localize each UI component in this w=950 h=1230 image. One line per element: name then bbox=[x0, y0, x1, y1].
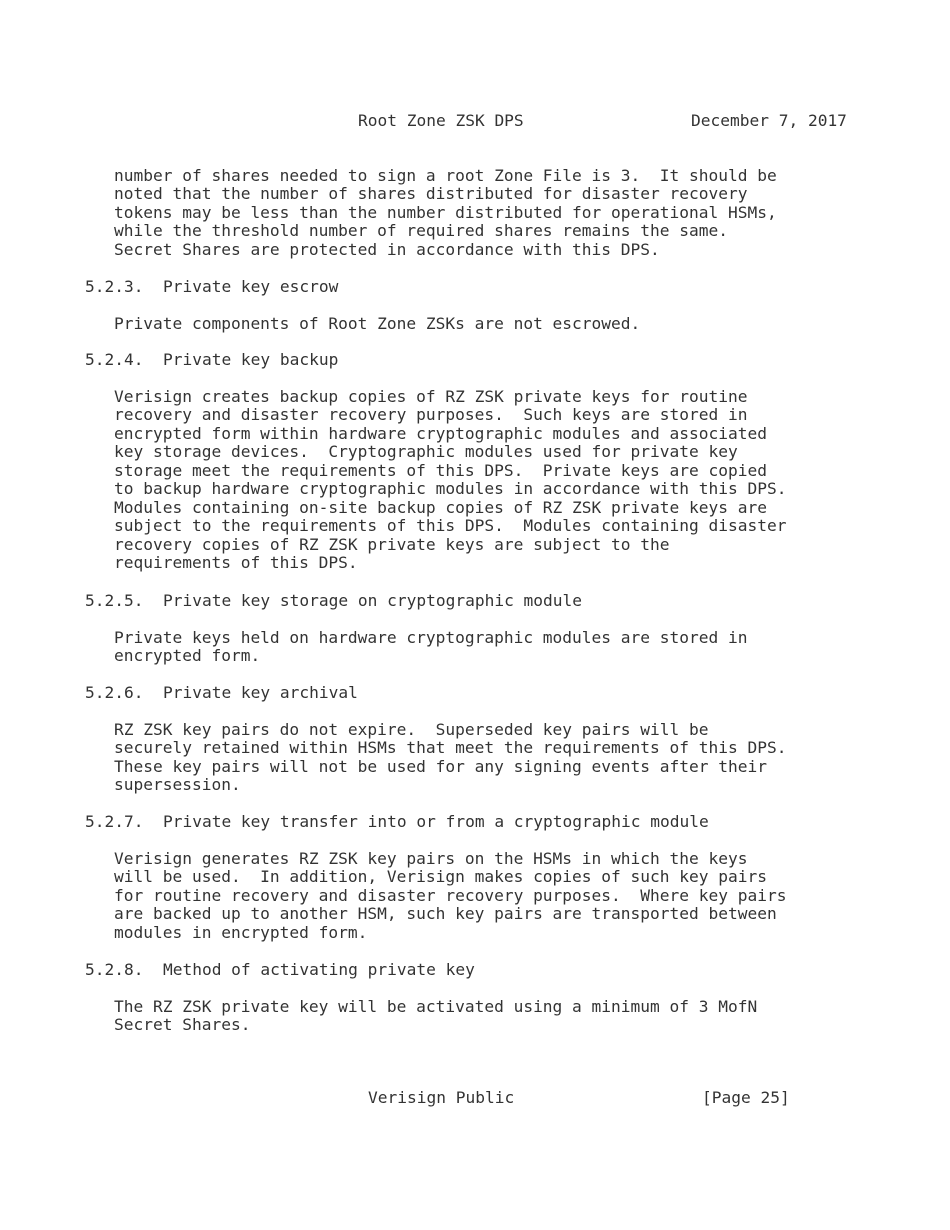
footer-page-number: [Page 25] bbox=[702, 1088, 790, 1107]
header-date: December 7, 2017 bbox=[691, 111, 847, 130]
section-5-2-7-body: Verisign generates RZ ZSK key pairs on the HSMs in which the keys will be used. In addition, Verisign makes copies of such key pairs for routine recovery and disaster recovery purposes. Where key pairs are backed up to another HSM, such key pairs are transported between modules in encrypted form. bbox=[114, 849, 787, 942]
section-5-2-4-heading: 5.2.4. Private key backup bbox=[85, 350, 339, 369]
section-5-2-6-heading: 5.2.6. Private key archival bbox=[85, 683, 358, 702]
section-5-2-3-body: Private components of Root Zone ZSKs are not escrowed. bbox=[114, 314, 641, 333]
header-title: Root Zone ZSK DPS bbox=[358, 111, 524, 130]
intro-paragraph: number of shares needed to sign a root Zone File is 3. It should be noted that the number of shares distributed for disaster recovery tokens may be less than the number distributed for operational HSMs, while the threshold number of required shares remains the same. Secret Shares are protected in accordance with this DPS. bbox=[114, 166, 777, 259]
section-5-2-8-body: The RZ ZSK private key will be activated using a minimum of 3 MofN Secret Shares. bbox=[114, 997, 758, 1035]
section-5-2-3-heading: 5.2.3. Private key escrow bbox=[85, 277, 339, 296]
footer-publisher: Verisign Public bbox=[368, 1088, 515, 1107]
section-5-2-5-body: Private keys held on hardware cryptographic modules are stored in encrypted form. bbox=[114, 628, 748, 666]
section-5-2-5-heading: 5.2.5. Private key storage on cryptographic module bbox=[85, 591, 583, 610]
section-5-2-8-heading: 5.2.8. Method of activating private key bbox=[85, 960, 475, 979]
section-5-2-4-body: Verisign creates backup copies of RZ ZSK private keys for routine recovery and disaster recovery purposes. Such keys are stored in encrypted form within hardware cryptographic modules and associated key storage devices. Cryptographic modules used for private key storage meet the requirements of this DPS. Private keys are copied to backup hardware cryptographic modules in accordance with this DPS. Modules containing on-site backup copies of RZ ZSK private keys are subject to the requirements of this DPS. Modules containing disaster recovery copies of RZ ZSK private keys are subject to the requirements of this DPS. bbox=[114, 387, 787, 573]
section-5-2-7-heading: 5.2.7. Private key transfer into or from a cryptographic module bbox=[85, 812, 709, 831]
section-5-2-6-body: RZ ZSK key pairs do not expire. Superseded key pairs will be securely retained within HSMs that meet the requirements of this DPS. These key pairs will not be used for any signing events after their supersession. bbox=[114, 720, 787, 795]
